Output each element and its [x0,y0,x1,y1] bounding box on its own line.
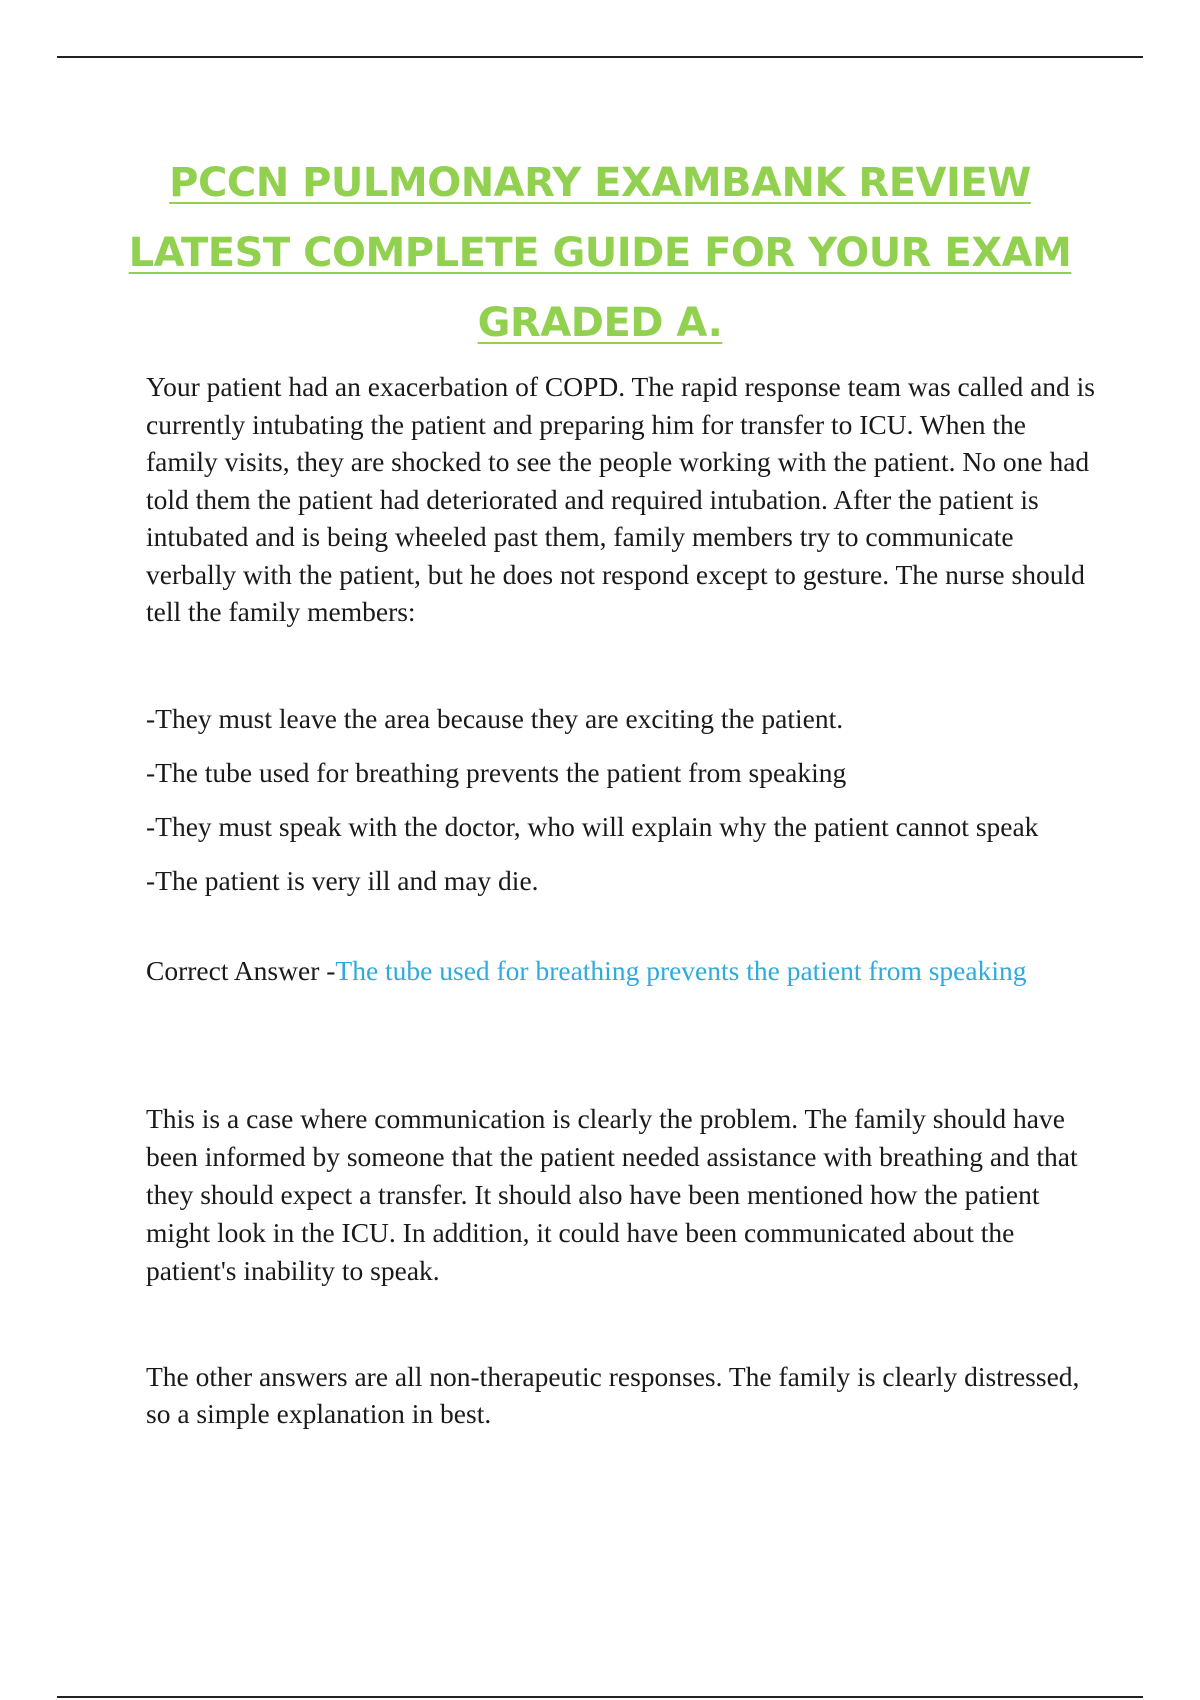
answer-options [146,700,1096,916]
correct-answer-label: Correct Answer - [146,955,336,986]
explanation-paragraph: The other answers are all non-therapeutic responses. The family is clearly distressed, so a simple explanation in best. [146,1361,1080,1429]
correct-answer-text: The tube used for breathing prevents the patient from speaking [335,955,1027,986]
top-divider [57,56,1143,58]
correct-answer [146,952,1096,990]
answer-option: -The patient is very ill and may die. [146,865,539,896]
document-title [100,148,1100,358]
answer-option: -They must speak with the doctor, who will explain why the patient cannot speak [146,811,1039,842]
bottom-divider [57,1696,1143,1698]
question-text: Your patient had an exacerbation of COPD. The rapid response team was called and is currently intubating the patient and preparing him for transfer to ICU. When the family visits, they are shocked to see the people working with the patient. No one had told them the patient had deteriorated and required intubation. After the patient is intubated and is being wheeled past them, family members try to communicate verbally with the patient, but he does not respond except to gesture. The nurse should tell the family members: [146,371,1096,627]
answer-option: -The tube used for breathing prevents the patient from speaking [146,757,847,788]
answer-option: -They must leave the area because they are exciting the patient. [146,703,844,734]
explanation-paragraph: This is a case where communication is clearly the problem. The family should have been informed by someone that the patient needed assistance with breathing and that they should expect a transfer. It should also have been mentioned how the patient might look in the ICU. In addition, it could have been communicated about the patient's inability to speak. [146,1103,1078,1286]
title-line: GRADED A. [477,300,723,346]
title-line: LATEST COMPLETE GUIDE FOR YOUR EXAM [128,230,1072,276]
title-line: PCCN PULMONARY EXAMBANK REVIEW [169,160,1031,206]
